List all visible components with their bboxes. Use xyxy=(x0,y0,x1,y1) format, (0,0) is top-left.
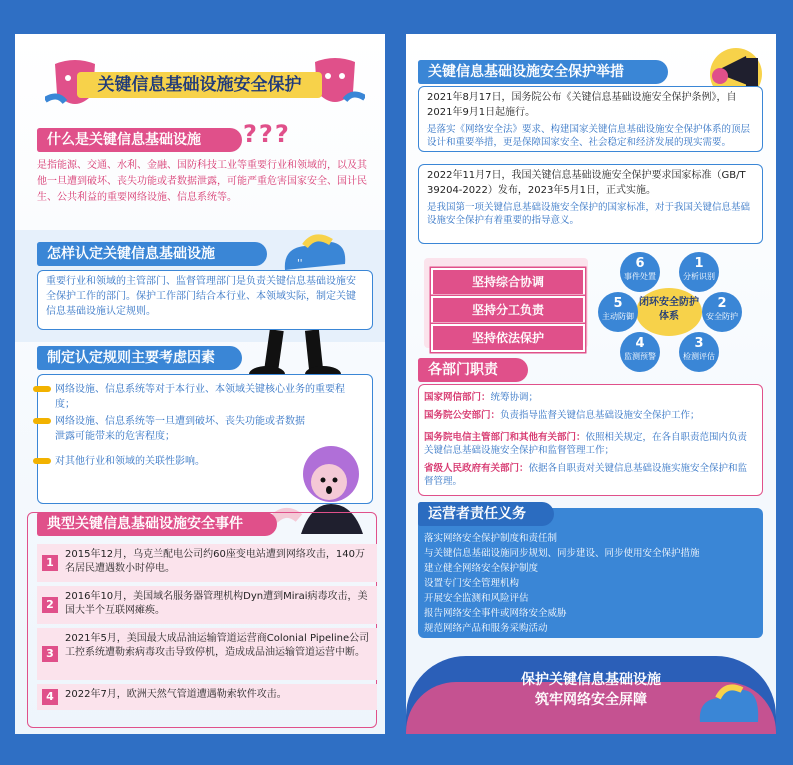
event-text: 2022年7月，欧洲天然气管道遭遇勒索软件攻击。 xyxy=(65,689,287,700)
duty-item: 设置专门安全管理机构 xyxy=(424,578,520,589)
footer-slogan-1: 保护关键信息基础设施 xyxy=(521,672,661,688)
section-depts-heading: 各部门职责 xyxy=(418,358,528,382)
section-events-heading: 典型关键信息基础设施安全事件 xyxy=(37,512,277,536)
measure-block-1-sub: 是落实《网络安全法》要求、构建国家关键信息基础设施安全保护体系的顶层设计和重要举措，更是保障国家安全、社会稳定和经济发展的现实需要。 xyxy=(427,124,751,148)
footer-slogan-2: 筑牢网络安全屏障 xyxy=(535,692,647,708)
cycle-node-5: 5 主动防御 xyxy=(598,292,638,332)
cycle-node-6: 6 事件处置 xyxy=(620,252,660,292)
rules-item-3: 对其他行业和领域的关联性影响。 xyxy=(55,456,205,467)
bullet-icon xyxy=(33,418,51,424)
event-number: 3 xyxy=(42,646,58,662)
cycle-center-label: 闭环安全防护体系 xyxy=(639,297,699,322)
right-panel xyxy=(406,34,776,734)
section-how-body: 重要行业和领域的主管部门、监督管理部门是负责关键信息基础设施安全保护工作的部门。保护工作部门结合本行业、本领域实际，制定关键信息基础设施认定规则。 xyxy=(37,270,373,330)
duty-item: 报告网络安全事件或网络安全威胁 xyxy=(424,608,567,619)
event-row xyxy=(37,628,377,680)
event-text: 2021年5月，美国最大成品油运输管道运营商Colonial Pipeline公司工控系统遭勒索病毒攻击导致停机，造成成品油运输管道运营中断。 xyxy=(65,633,370,658)
section-what-heading: 什么是关键信息基础设施 xyxy=(37,128,242,152)
event-number: 1 xyxy=(42,555,58,571)
dept-item: 国务院电信主管部门和其他有关部门：依照相关规定，在各自职责范围内负责关键信息基础设施安全保护和监督管理工作； xyxy=(424,432,748,456)
measure-block-1 xyxy=(418,86,763,152)
duty-item: 落实网络安全保护制度和责任制 xyxy=(424,533,558,544)
principle-legal: 坚持依法保护 xyxy=(431,324,585,352)
event-row xyxy=(37,544,377,582)
event-text: 2015年12月，乌克兰配电公司约60座变电站遭到网络攻击，140万名居民遭遇数小时停电。 xyxy=(65,549,365,574)
rules-item-1: 网络设施、信息系统等对于本行业、本领域关键核心业务的重要程度； xyxy=(55,384,345,410)
event-number: 2 xyxy=(42,597,58,613)
measure-block-2-main: 2022年11月7日，我国关键信息基础设施安全保护要求国家标准（GB/T 39204-2022）发布，2023年5月1日，正式实施。 xyxy=(427,170,746,196)
principle-coordination: 坚持综合协调 xyxy=(431,268,585,296)
dept-item: 省级人民政府有关部门：依据各自职责对关键信息基础设施实施安全保护和监督管理。 xyxy=(424,463,748,487)
bullet-icon xyxy=(33,386,51,392)
dept-item: 国家网信部门：统筹协调； xyxy=(424,392,539,403)
event-text: 2016年10月，美国域名服务器管理机构Dyn遭到Mirai病毒攻击，美国大半个互联网瘫痪。 xyxy=(65,591,368,616)
page-title: 关键信息基础设施安全保护 xyxy=(97,75,302,95)
event-row xyxy=(37,586,377,624)
duty-item: 与关键信息基础设施同步规划、同步建设、同步使用安全保护措施 xyxy=(424,548,700,559)
duty-item: 开展安全监测和风险评估 xyxy=(424,593,529,604)
measure-block-2 xyxy=(418,164,763,244)
section-rules-heading: 制定认定规则主要考虑因素 xyxy=(37,346,242,370)
cycle-node-3: 3 检测评估 xyxy=(679,332,719,372)
question-marks: ??? xyxy=(243,120,291,148)
rules-item-2: 网络设施、信息系统等一旦遭到破坏、丧失功能或者数据泄露可能带来的危害程度； xyxy=(55,416,305,442)
cycle-node-2: 2 安全防护 xyxy=(702,292,742,332)
measure-block-2-sub: 是我国第一项关键信息基础设施安全保护的国家标准，对于我国关键信息基础设施安全保护有着重要的指导意义。 xyxy=(427,202,751,226)
left-panel xyxy=(15,34,385,734)
measure-block-1-main: 2021年8月17日，国务院公布《关键信息基础设施安全保护条例》，自2021年9月1日起施行。 xyxy=(427,92,737,118)
duty-item: 规范网络产品和服务采购活动 xyxy=(424,623,548,634)
section-measures-heading: 关键信息基础设施安全保护举措 xyxy=(418,60,668,84)
event-number: 4 xyxy=(42,689,58,705)
event-row xyxy=(37,684,377,710)
cycle-node-1: 1 分析识别 xyxy=(679,252,719,292)
duty-item: 建立健全网络安全保护制度 xyxy=(424,563,539,574)
svg-text:ꞌꞌ: ꞌꞌ xyxy=(297,258,303,269)
bullet-icon xyxy=(33,458,51,464)
principle-responsibility: 坚持分工负责 xyxy=(431,296,585,324)
dept-item: 国务院公安部门：负责指导监督关键信息基础设施安全保护工作； xyxy=(424,410,700,421)
cycle-node-4: 4 监测预警 xyxy=(620,332,660,372)
section-how-heading: 怎样认定关键信息基础设施 xyxy=(37,242,267,266)
section-what-body: 是指能源、交通、水利、金融、国防科技工业等重要行业和领域的，以及其他一旦遭到破坏、丧失功能或者数据泄露，可能严重危害国家安全、国计民生、公共利益的重要网络设施、信息系统等。 xyxy=(37,160,367,203)
section-duties-heading: 运营者责任义务 xyxy=(418,502,554,526)
